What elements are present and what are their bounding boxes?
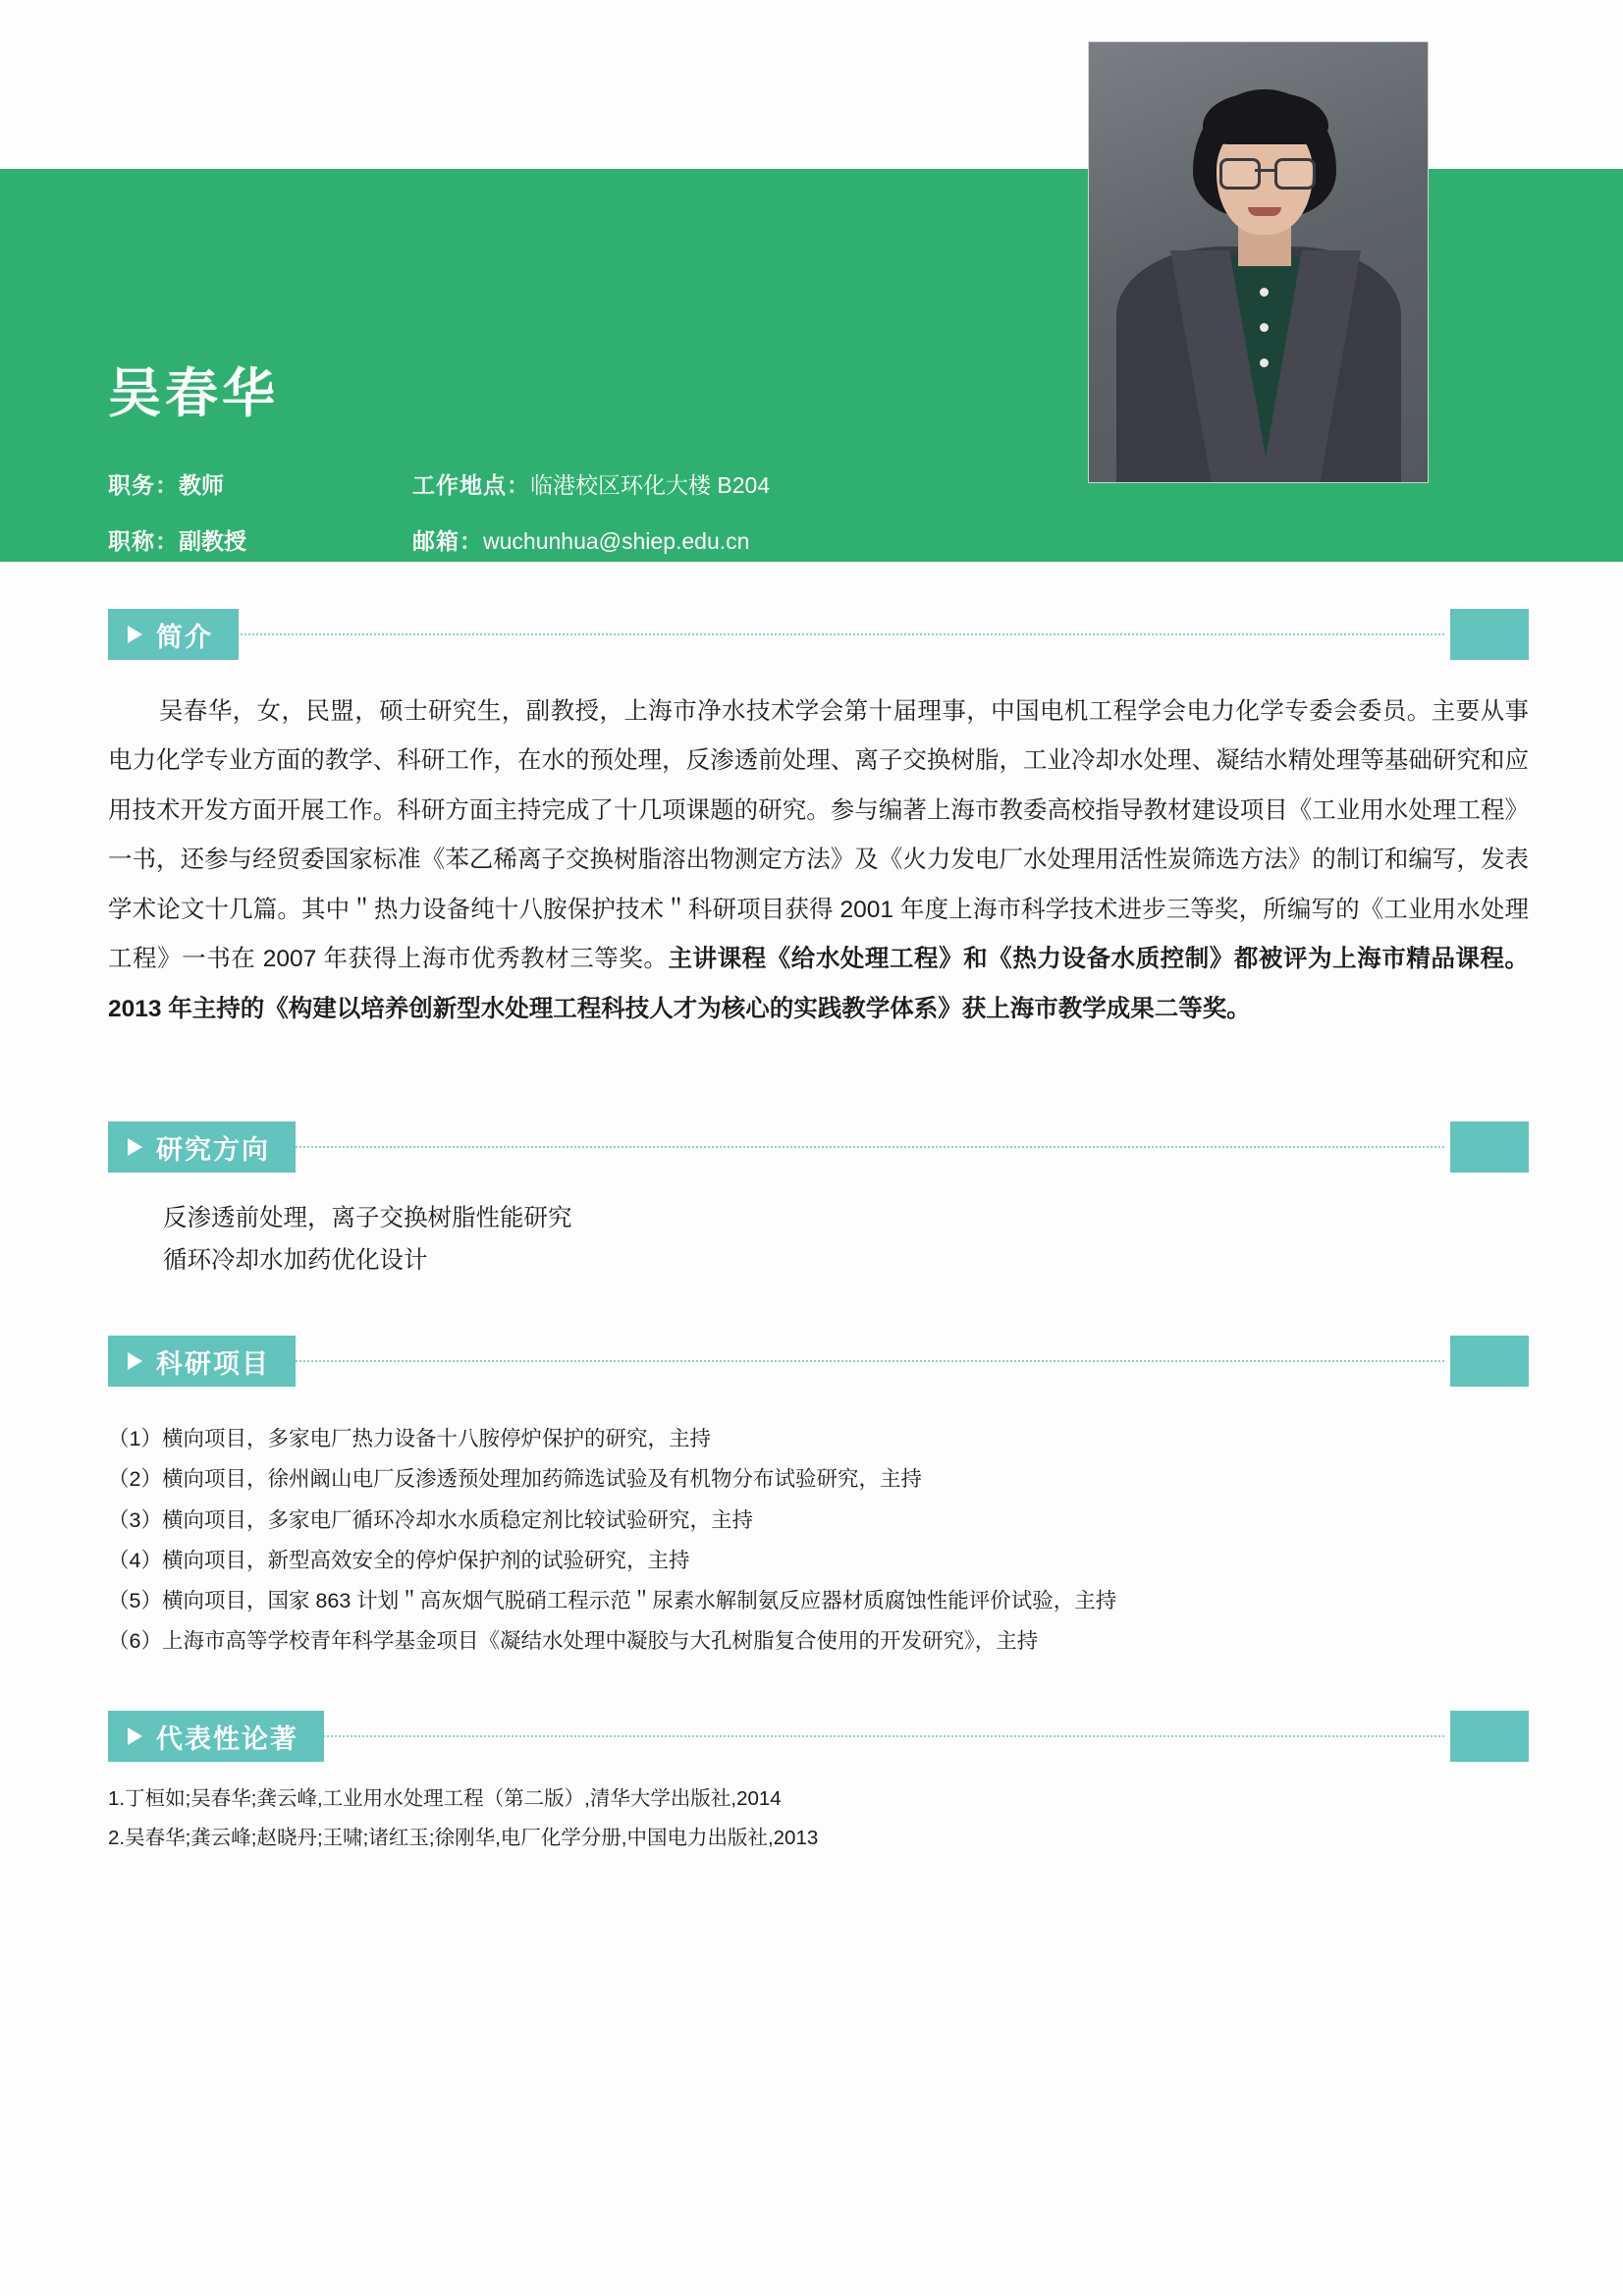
triangle-right-icon [128,1138,142,1156]
list-item: （6）上海市高等学校青年科学基金项目《凝结水处理中凝胶与大孔树脂复合使用的开发研究》，主持 [108,1629,1039,1654]
meta-row [108,468,1090,503]
portrait-button [1260,288,1269,297]
section-research [0,1121,1623,1173]
list-item: 反渗透前处理，离子交换树脂性能研究 [163,1205,572,1231]
projects-body [0,1419,1623,1663]
section-end-block [1450,1711,1529,1762]
section-title: 科研项目 [156,1348,270,1379]
section-tag-intro [108,609,239,660]
page-title: 吴春华 [108,364,279,423]
title-label: 职称： [108,527,179,554]
triangle-right-icon [128,1727,142,1745]
section-title: 简介 [156,622,213,652]
section-divider [108,1146,1444,1148]
section-end-block [1450,1121,1529,1173]
section-title: 代表性论著 [156,1723,298,1754]
research-body [0,1198,1623,1283]
intro-paragraph [108,687,1529,1034]
position-label: 职务： [108,472,179,499]
section-header-intro [108,609,1529,660]
intro-text-part1: 吴春华，女，民盟，硕士研究生，副教授，上海市净水技术学会第十届理事，中国电机工程学会电力化学专委会委员。主要从事电力化学专业方面的教学、科研工作，在水的预处理，反渗透前处理、离子交换树脂，工业冷却水处理、凝结水精处理等基础研究和应用技术开发方面开展工作。科研方面主持完成了十几项课题的研究。参与编著上海市教委高校指导教材建设项目《工业用水处理工程》一书，还参与经贸委国家标准《苯乙稀离子交换树脂溶出物测定方法》及《火力发电厂水处理用活性炭筛选方法》的制订和编写，发表学术论文十几篇。其中＂热力设备纯十八胺保护技术＂科研项目获得 2001 年度上海市科学技术进步三等奖，所编写的《工业用水处理工程》一书在 2007 年获得上海市优秀教材三等奖。 [108,698,1529,973]
section-divider [108,1360,1444,1362]
publications-body [0,1779,1623,1858]
email-label: 邮箱： [412,527,483,554]
portrait-button [1260,358,1269,367]
list-item: （3）横向项目，多家电厂循环冷却水水质稳定剂比较试验研究，主持 [108,1507,753,1532]
section-header-projects [108,1336,1529,1387]
office-label: 工作地点： [412,472,530,499]
section-header-publications [108,1711,1529,1762]
section-tag-projects [108,1336,296,1387]
section-publications [0,1711,1623,1762]
list-item: （5）横向项目，国家 863 计划＂高灰烟气脱硝工程示范＂尿素水解制氨反应器材质腐蚀性能评价试验，主持 [108,1589,1117,1613]
glasses-right-lens-icon [1274,158,1316,190]
section-end-block [1450,1336,1529,1387]
list-item: 1.丁桓如;吴春华;龚云峰,工业用水处理工程（第二版）,清华大学出版社,2014 [108,1787,782,1810]
position-field [108,468,412,503]
triangle-right-icon [128,1352,142,1370]
header-content [108,365,1090,579]
triangle-right-icon [128,626,142,643]
list-item: （1）横向项目，多家电厂热力设备十八胺停炉保护的研究，主持 [108,1427,711,1450]
title-value: 副教授 [179,527,246,554]
email-field [412,524,749,559]
intro-text-part2: 主讲课程《给水处理工程》和《热力设备水质控制》都被评为上海市精品课程。2013 年主持的《构建以培养创新型水处理工程科技人才为核心的实践教学体系》获上海市教学成果二等奖。 [108,946,1529,1022]
portrait-mouth [1248,207,1281,216]
section-projects [0,1336,1623,1387]
section-end-block [1450,609,1529,660]
title-field [108,524,412,559]
portrait-button [1260,323,1269,332]
office-value: 临港校区环化大楼 B204 [530,472,771,499]
list-item: （4）横向项目，新型高效安全的停炉保护剂的试验研究，主持 [108,1548,690,1572]
list-item: 循环冷却水加药优化设计 [163,1246,428,1274]
portrait-photo [1088,41,1429,483]
glasses-left-lens-icon [1219,158,1261,190]
research-direction-list [163,1198,1529,1283]
list-item: 2.吴春华;龚云峰;赵晓丹;王啸;诸红玉;徐刚华,电厂化学分册,中国电力出版社,2013 [108,1826,819,1849]
publication-list [108,1779,1529,1858]
portrait-fringe [1203,93,1328,144]
office-field [412,468,770,503]
section-header-research [108,1121,1529,1173]
email-value[interactable]: wuchunhua@shiep.edu.cn [483,527,750,554]
glasses-bridge-icon [1255,169,1274,172]
list-item: （2）横向项目，徐州阚山电厂反渗透预处理加药筛选试验及有机物分布试验研究，主持 [108,1467,922,1492]
section-intro [0,609,1623,660]
project-list [108,1419,1529,1663]
section-tag-research [108,1121,296,1173]
section-divider [108,633,1444,635]
section-title: 研究方向 [156,1134,270,1165]
meta-row [108,524,1090,559]
section-tag-publications [108,1711,324,1762]
position-value: 教师 [179,472,224,499]
header-meta [108,468,1090,558]
intro-body [0,687,1623,1034]
